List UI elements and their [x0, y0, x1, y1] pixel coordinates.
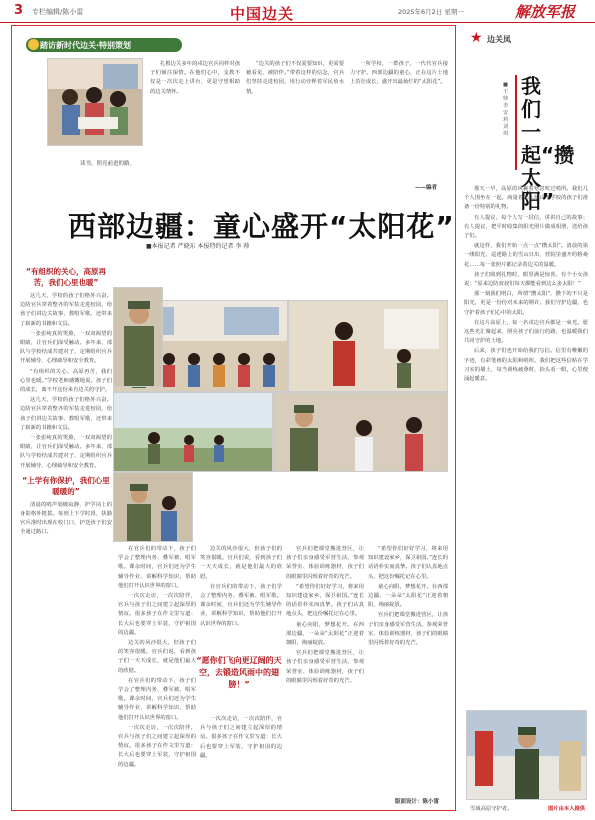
body-paragraph: 这几天，学校的孩子们格外兴奋。边防官兵穿着整齐的军装走进校园，给孩子们讲边关故事、教唱军歌，还带来了崭新的书籍和文具。 [20, 293, 112, 327]
section-kicker: “有组织的关心，高原再苦，我们心里也暖” [26, 267, 106, 287]
article-byline: ■本报记者 严晓东 本报特约记者 李 帅 [146, 243, 250, 250]
body-paragraph: 那天一早，高原的风裹着寒意吹过哨所。我们几个人围坐在一起，商量着怎么给山下学校的孩子们准备一份特别的礼物。 [464, 186, 588, 211]
intro-paragraph: 一所学校，一群孩子，一代代官兵接力守护。西部边疆的童心，正在这片土地上茁壮成长，盛开出最灿烂的“太阳花”。 [350, 61, 448, 86]
page-title: 中国边关 [230, 5, 295, 23]
body-paragraph: 童心向阳，梦想花开。在西部边疆，一朵朵“太阳花”正迎着朝阳，绚丽绽放。 [368, 583, 448, 609]
children-reading-illustration [48, 59, 143, 146]
sidebar-author: ■王 帅 李安莉 刘 琪 [503, 82, 509, 137]
star-icon: ★ [470, 30, 483, 46]
teacher-lesson-illustration [289, 301, 448, 392]
body-paragraph: “希望你们好好学习，将来用知识建设家乡，保卫祖国。”连长的话语朴实而真挚。孩子们认真地点头，把这份嘱托记在心里。 [368, 546, 448, 580]
outdoor-scene-illustration [114, 393, 273, 472]
left-text-column [20, 262, 112, 802]
sidebar-soldier-photo [466, 710, 587, 800]
body-paragraph: 后来，孩子们也开始给我们写信。信里有稚嫩的字迹，有彩笔画的太阳和哨所。我们把这些信贴在学习室的墙上，每当训练疲惫时，抬头看一眼，心里便涌起暖意。 [464, 348, 588, 383]
sidebar-title: 我们一起“攒太阳” [521, 74, 575, 213]
soldier-reading-photo [113, 392, 273, 472]
body-paragraph: 一张张纯真的笑脸，一双双渴望的眼睛，让官兵们深受触动。多年来，部队与学校结成共建对子，定期组织官兵开展辅导、心理疏导和安全教育。 [20, 435, 112, 469]
body-paragraph: 清晨的哨声划破寂静，护学岗上的身影格外挺拔。每到上下学时段，执勤官兵准时出现在校门口，护送孩子们安全通过路口。 [20, 501, 112, 536]
article-headline: 西部边疆：童心盛开“太阳花” [68, 210, 455, 243]
photo-credit: 图片由本人提供 [548, 806, 586, 812]
intro-column-2 [246, 60, 344, 180]
teaching-moment-illustration [114, 473, 193, 542]
body-paragraph: 童心向阳，梦想花开。在西部边疆，一朵朵“太阳花”正迎着朝阳，绚丽绽放。 [286, 621, 364, 647]
body-paragraph: 一次次走访，一次次陪伴，官兵与孩子们之间建立起深厚的情谊。很多孩子在作文里写道：长大后也要穿上军装，守护祖国的边疆。 [118, 593, 196, 636]
banner-label: 踏访新时代边关·特别策划 [40, 41, 132, 50]
middle-text-column-3 [200, 715, 282, 803]
teaching-moment-photo [113, 472, 193, 542]
layout-credit: 版面设计：陈小雷 [395, 799, 440, 805]
issue-date: 2025年6月2日 星期一 [398, 8, 464, 16]
intro-signoff: ——编者 [415, 185, 438, 191]
soldier-portrait-photo [113, 287, 163, 387]
body-paragraph: 一张张纯真的笑脸，一双双渴望的眼睛，让官兵们深受触动。多年来，部队与学校结成共建对子，定期组织官兵开展辅导、心理疏导和安全教育。 [20, 330, 112, 365]
body-paragraph: 在这片高原上，每一名戍边官兵都是一束光。愿这些光汇聚起来，照亮孩子们前行的路，也温暖我们共同守护的土地。 [464, 319, 588, 345]
body-paragraph: 就这样，我们开始一点一点“攒太阳”。清晨的第一缕阳光、巡逻路上的雪山日出、营院里盛开的格桑花……每一张照片都记录着边关的温暖。 [464, 243, 588, 268]
body-paragraph: 边关的风沙很大，但孩子们的笑容很暖。官兵们说，看到孩子们一天天成长，就是他们最大的欣慰。 [118, 640, 196, 674]
body-paragraph: 那一刻我们明白，所谓“攒太阳”，攒下的不只是阳光，更是一份份对未来的期许。我们守护边疆，也守护着孩子们心中的太阳。 [464, 291, 588, 316]
sidebar-title-rule [515, 75, 517, 170]
body-paragraph: 有人提议，每个人写一封信，讲讲自己的故事；有人提议，把平时收集的阳光照片做成相册，送给孩子们。 [464, 214, 588, 240]
body-paragraph: 官兵们把课堂搬进营区，让孩子们亲身感受军营生活。参观荣誉室、体验训练器材，孩子们的眼睛里闪烁着好奇的光芒。 [368, 612, 448, 647]
sidebar-photo-caption: 雪域高原守护者。 [470, 806, 513, 812]
body-paragraph: 边关的风沙很大，但孩子们的笑容很暖。官兵们说，看到孩子们一天天成长，就是他们最大的欣慰。 [200, 546, 282, 580]
intro-column-3 [350, 60, 448, 180]
body-paragraph: 在官兵们的带动下，孩子们学会了整理内务、叠军被、唱军歌。课余时间，官兵们还为学生辅导作业、讲解科学知识，帮助他们打开认识世界的窗口。 [118, 546, 196, 589]
pull-quote-text: “愿你们飞向更辽阔的天空，去锻造风雨中的翅膀！” [196, 656, 282, 689]
body-paragraph: 在官兵们的带动下，孩子们学会了整理内务、叠军被、唱军歌。课余时间，官兵们还为学生辅导作业、讲解科学知识，帮助他们打开认识世界的窗口。 [118, 677, 196, 721]
right-text-column-2 [368, 545, 448, 790]
body-paragraph: 官兵们把课堂搬进营区，让孩子们亲身感受军营生活。参观荣誉室、体验训练器材，孩子们的眼睛里闪烁着好奇的光芒。 [286, 546, 364, 580]
body-paragraph: 一次次走访，一次次陪伴，官兵与孩子们之间建立起深厚的情谊。很多孩子在作文里写道：长大后也要穿上军装，守护祖国的边疆。 [200, 716, 282, 759]
body-paragraph: “希望你们好好学习，将来用知识建设家乡，保卫祖国。”连长的话语朴实而真挚。孩子们认真地点头，把这份嘱托记在心里。 [286, 583, 364, 618]
children-reading-photo [47, 58, 143, 146]
intro-paragraph: 扎根边关多年的戍边官兵同样对孩子们倾注深情。在他们心中，支教不仅是一次次走上讲台，更是守望相助的边关情怀。 [150, 61, 240, 95]
page-number: 3 [14, 3, 24, 18]
body-paragraph: 官兵们把课堂搬进营区，让孩子们亲身感受军营生活。参观荣誉室、体验训练器材，孩子们的眼睛里闪烁着好奇的光芒。 [286, 650, 364, 684]
section-editor: 专栏编辑/陈小雷 [32, 8, 84, 16]
middle-text-column-1 [118, 545, 196, 803]
body-paragraph: 孩子们收到礼物时，眼里满是惊喜。有个小女孩说：“原来边防叔叔们每天都能看到这么多太阳！” [464, 271, 588, 288]
right-text-column-1 [286, 545, 364, 803]
teacher-lesson-photo [288, 300, 448, 392]
soldier-portrait-illustration [114, 288, 163, 387]
masthead-logo: 解放军报 [515, 3, 576, 21]
intro-column-1 [150, 60, 240, 180]
top-photo-caption: 读书，照亮前进的路。 [80, 161, 136, 167]
soldiers-with-children-photo [273, 392, 448, 472]
sidebar-text-column [464, 185, 588, 705]
sidebar-column-label: 边关凤 [487, 35, 511, 44]
body-paragraph: “有组织的关心，高原再苦，我们心里也暖。”学校老师感慨地说。孩子们的成长，离不开这份来自边关的守护。 [20, 368, 112, 394]
snow-sentry-illustration [467, 711, 587, 800]
pull-quote [196, 655, 282, 711]
intro-paragraph: “边关的孩子们不仅需要知识，更需要被看见、被陪伴。”带着这样的信念，官兵们坚持走进校园，用行动诠释着军民鱼水情。 [246, 61, 344, 95]
section-kicker: “上学有你保护，我们心里暖暖的” [22, 475, 110, 496]
soldiers-children-illustration [274, 393, 448, 472]
page-header [0, 0, 595, 23]
body-paragraph: 一次次走访，一次次陪伴，官兵与孩子们之间建立起深厚的情谊。很多孩子在作文里写道：长大后也要穿上军装，守护祖国的边疆。 [118, 724, 196, 768]
body-paragraph: 在官兵们的带动下，孩子们学会了整理内务、叠军被、唱军歌。课余时间，官兵们还为学生辅导作业、讲解科学知识，帮助他们打开认识世界的窗口。 [200, 583, 282, 627]
banner-emblem-icon [28, 39, 39, 50]
middle-text-column-2 [200, 545, 282, 650]
body-paragraph: 这几天，学校的孩子们格外兴奋。边防官兵穿着整齐的军装走进校园，给孩子们讲边关故事、教唱军歌，还带来了崭新的书籍和文具。 [20, 397, 112, 431]
